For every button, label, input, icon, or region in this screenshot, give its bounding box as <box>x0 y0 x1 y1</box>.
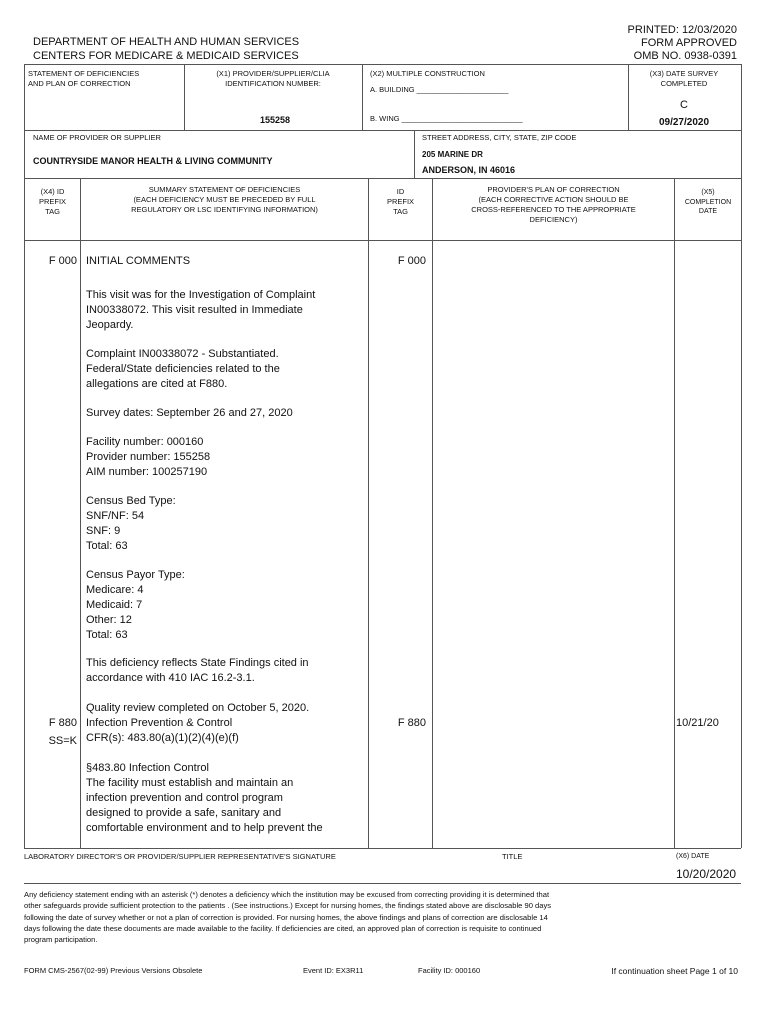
tag-f000-right: F 000 <box>397 255 426 267</box>
paragraph-facility-numbers: Facility number: 000160 Provider number: 155258 AIM number: 100257190 <box>86 436 211 478</box>
event-id: Event ID: EX3R11 <box>303 966 364 975</box>
printed-date: PRINTED: 12/03/2020 <box>627 24 737 36</box>
id-prefix-header: ID PREFIX TAG <box>386 187 415 216</box>
x1-label: (X1) PROVIDER/SUPPLIER/CLIA IDENTIFICATION NUMBER: <box>216 69 330 88</box>
date-label: (X6) DATE <box>676 853 710 860</box>
plan-header: PROVIDER'S PLAN OF CORRECTION (EACH CORRECTIVE ACTION SHOULD BE CROSS-REFERENCED TO THE APPROPRIATE DEFICIENCY) <box>471 185 636 224</box>
x5-header: (X5) COMPLETION DATE <box>684 189 732 215</box>
x2-wing: B. WING _____________________________ <box>370 114 523 123</box>
paragraph-census-payor-type: Census Payor Type: Medicare: 4 Medicaid: 7 Other: 12 Total: 63 <box>86 569 185 641</box>
continuation-sheet: If continuation sheet Page 1 of 10 <box>611 966 738 976</box>
paragraph-state-findings: This deficiency reflects State Findings cited in accordance with 410 IAC 16.2-3.1. <box>86 657 309 684</box>
city-state-zip: ANDERSON, IN 46016 <box>422 165 516 175</box>
x1-identification-number: 155258 <box>260 115 291 125</box>
department-title: DEPARTMENT OF HEALTH AND HUMAN SERVICES <box>33 36 300 48</box>
severity-scope: SS=K <box>48 735 77 747</box>
x2-building: A. BUILDING ______________________ <box>370 85 509 94</box>
paragraph-census-bed-type: Census Bed Type: SNF/NF: 54 SNF: 9 Total: 63 <box>86 495 176 552</box>
statement-label: STATEMENT OF DEFICIENCIES AND PLAN OF CORRECTION <box>28 69 140 88</box>
street-address: 205 MARINE DR <box>422 150 483 159</box>
x3-date: 09/27/2020 <box>658 117 710 128</box>
signature-label: LABORATORY DIRECTOR'S OR PROVIDER/SUPPLIER REPRESENTATIVE'S SIGNATURE <box>24 852 336 861</box>
x2-label: (X2) MULTIPLE CONSTRUCTION <box>370 69 485 78</box>
centers-title: CENTERS FOR MEDICARE & MEDICAID SERVICES <box>33 50 299 62</box>
signature-date: 10/20/2020 <box>676 867 737 881</box>
x4-header: (X4) ID PREFIX TAG <box>38 187 67 216</box>
tag-f880: F 880 <box>48 717 77 729</box>
summary-header: SUMMARY STATEMENT OF DEFICIENCIES (EACH DEFICIENCY MUST BE PRECEDED BY FULL REGULATORY OR LSC IDENTIFYING INFORMATION) <box>131 185 318 214</box>
tag-f000: F 000 <box>48 255 77 267</box>
paragraph-survey-dates: Survey dates: September 26 and 27, 2020 <box>86 407 293 419</box>
provider-name: COUNTRYSIDE MANOR HEALTH & LIVING COMMUNITY <box>33 156 273 166</box>
initial-comments-heading: INITIAL COMMENTS <box>86 255 191 267</box>
address-label: STREET ADDRESS, CITY, STATE, ZIP CODE <box>422 133 577 142</box>
form-approved: FORM APPROVED <box>641 37 737 49</box>
tag-f880-right: F 880 <box>397 717 426 729</box>
title-label: TITLE <box>502 852 523 861</box>
facility-id: Facility ID: 000160 <box>418 966 481 975</box>
x3-letter: C <box>680 99 688 111</box>
provider-name-label: NAME OF PROVIDER OR SUPPLIER <box>33 133 161 142</box>
paragraph-complaint-visit: This visit was for the Investigation of Complaint IN00338072. This visit resulted in Immediate Jeopardy. <box>86 289 316 331</box>
completion-date-f880: 10/21/20 <box>676 717 719 729</box>
paragraph-complaint-substantiated: Complaint IN00338072 - Substantiated. Federal/State deficiencies related to the allegations are cited at F880. <box>86 348 280 390</box>
omb-number: OMB NO. 0938-0391 <box>633 50 737 62</box>
disclaimer-text: Any deficiency statement ending with an asterisk (*) denotes a deficiency which the institution may be excused from correcting providing it is determined that other safeguards provide sufficient protection to the patients . (See instructions.) Except for nursing homes, the findings stated above are disclosable 90 days following the date of survey whether or not a plan of correction is provided. For nursing homes, the above findings and plans of correction are disclosable 14 days following the date these documents are made available to the facility. If deficiencies are cited, an approved plan of correction is requisite to continued program participation. <box>24 890 552 945</box>
paragraph-quality-review: Quality review completed on October 5, 2020. Infection Prevention & Control CFR(s): 483.80(a)(1)(2)(4)(e)(f) <box>86 702 310 744</box>
paragraph-infection-control: §483.80 Infection Control The facility must establish and maintain an infection prevention and control program designed to provide a safe, sanitary and comfortable environment and to help prevent the <box>86 762 323 834</box>
form-number: FORM CMS-2567(02-99) Previous Versions Obsolete <box>24 966 203 975</box>
x3-label: (X3) DATE SURVEY COMPLETED <box>649 69 719 88</box>
